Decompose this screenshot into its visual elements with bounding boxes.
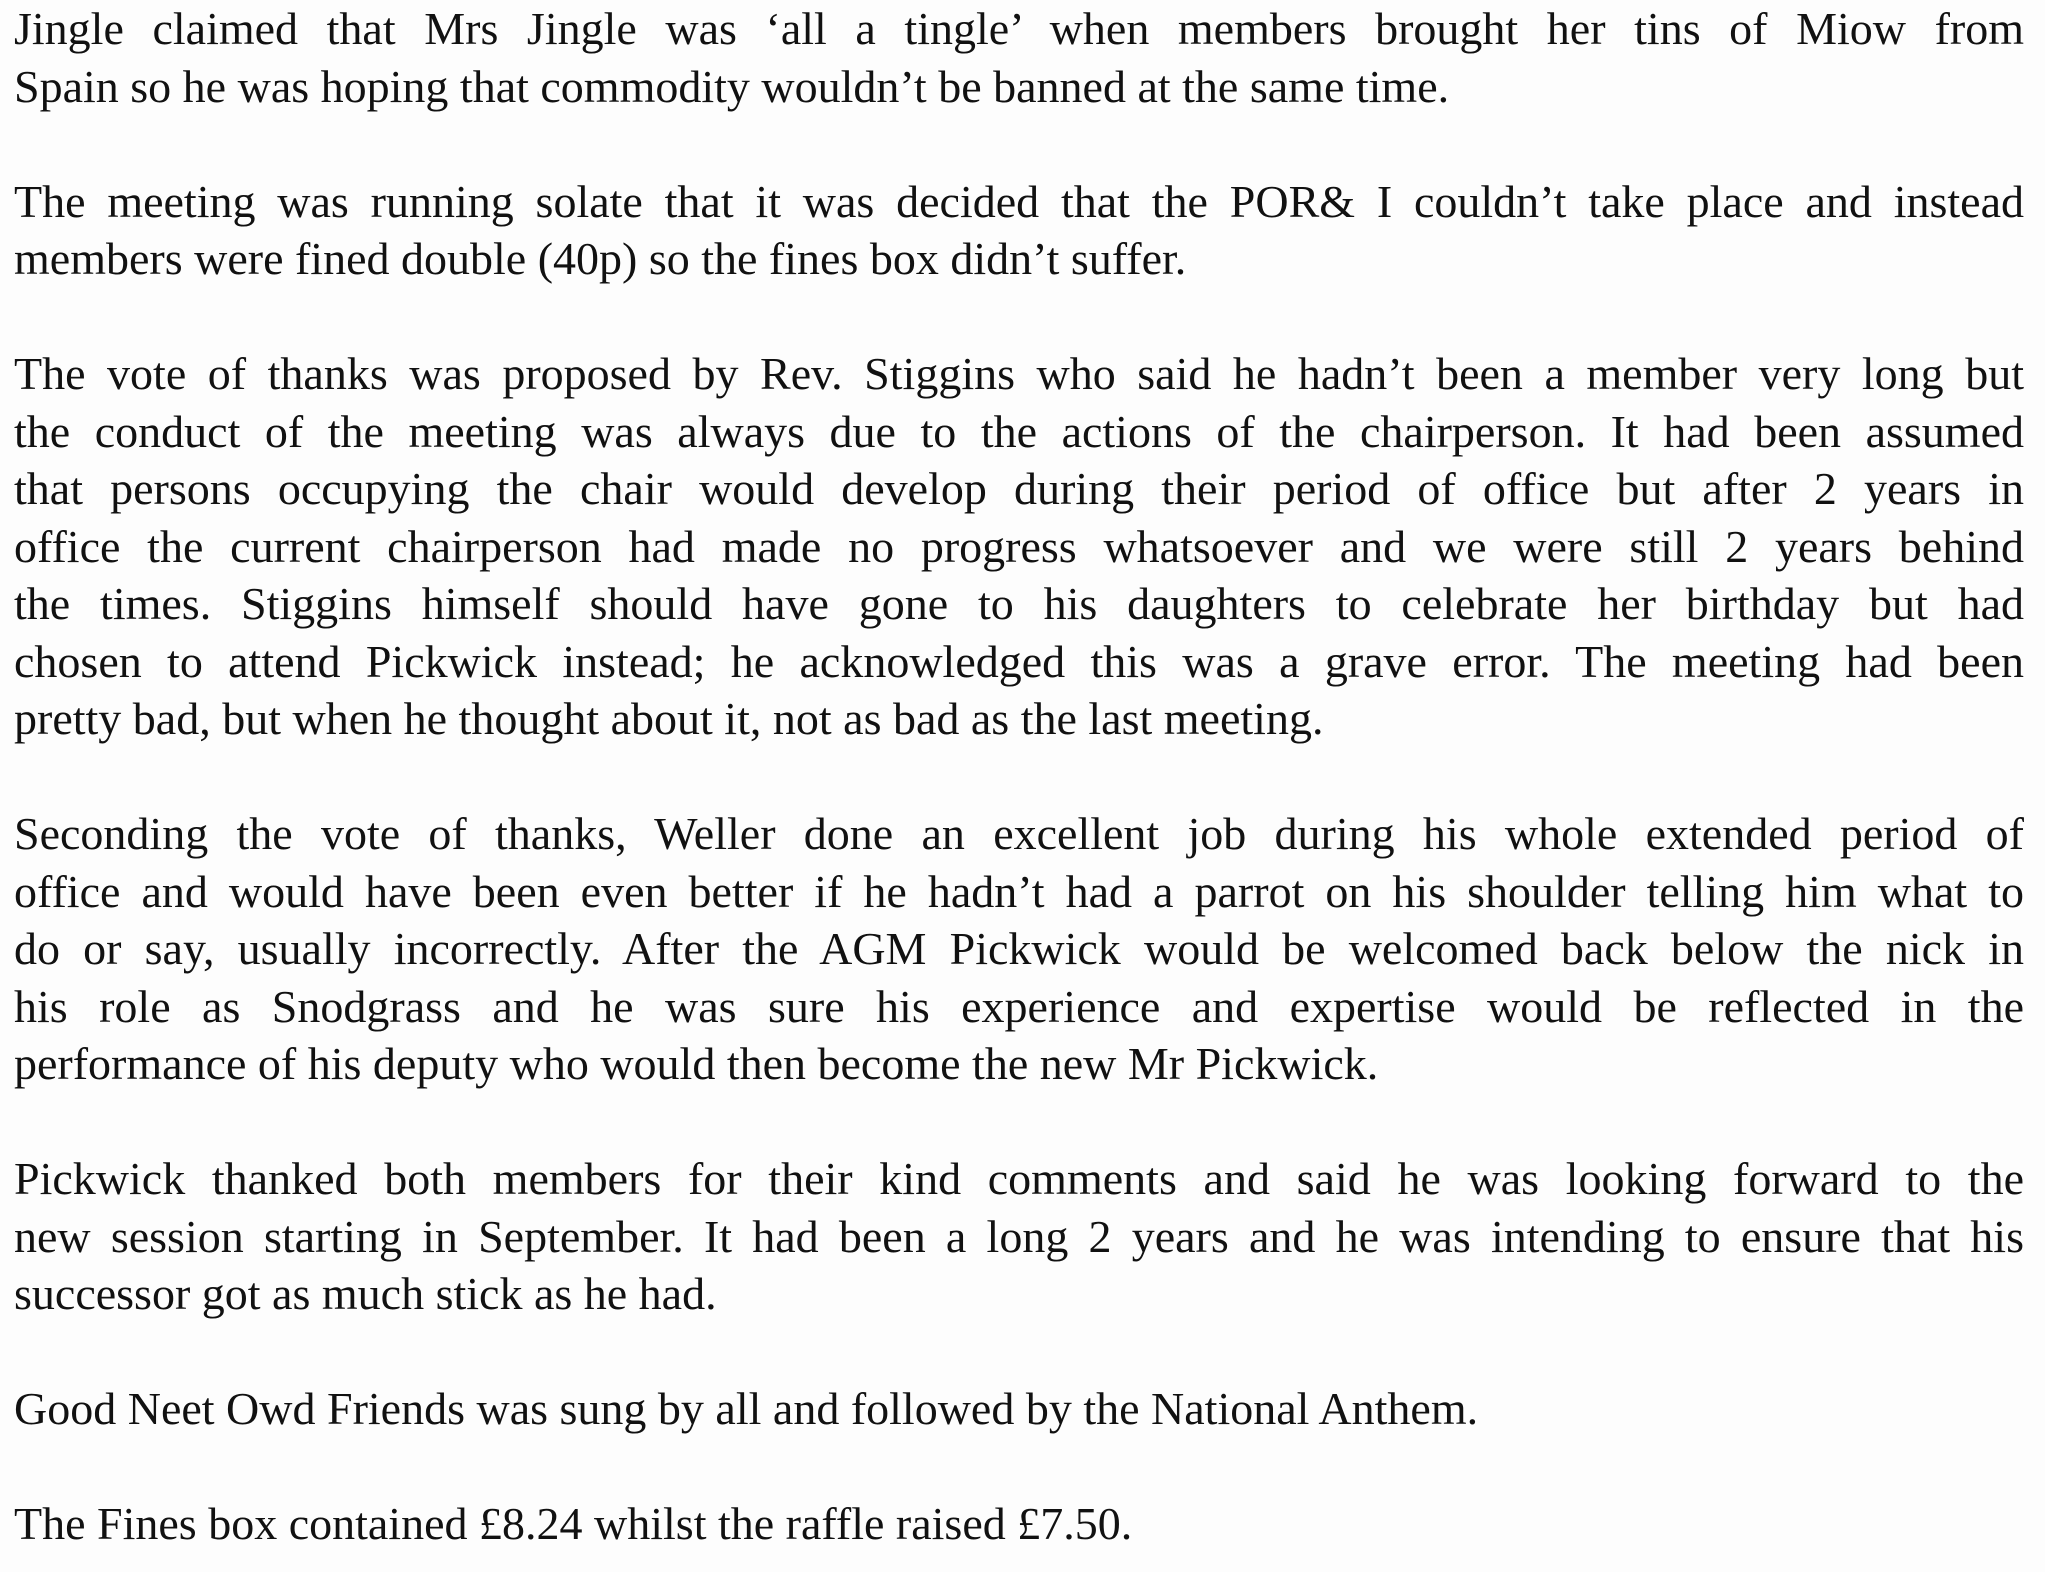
text-line: The Fines box contained £8.24 whilst the raffle raised £7.50. bbox=[14, 1498, 1133, 1549]
text-line: Spain so he was hoping that commodity wouldn’t be banned at the same time. bbox=[14, 60, 1450, 112]
text-line: Jingle claimed that Mrs Jingle was ‘all a tingle’ when members brought her tins of Miow from bbox=[14, 3, 2024, 54]
text-line: Seconding the vote of thanks, Weller done an excellent job during his whole extended period of bbox=[14, 808, 2024, 859]
text-line: Good Neet Owd Friends was sung by all and followed by the National Anthem. bbox=[14, 1383, 1479, 1434]
text-line: office and would have been even better if he hadn’t had a parrot on his shoulder telling him what to bbox=[14, 865, 2024, 917]
paragraph-seconding bbox=[14, 805, 2024, 1093]
text-line: do or say, usually incorrectly. After the AGM Pickwick would be welcomed back below the nick in bbox=[14, 923, 2024, 974]
paragraph-fines-box bbox=[14, 1495, 2024, 1553]
paragraph-gap bbox=[14, 1323, 2024, 1381]
text-line: The vote of thanks was proposed by Rev. Stiggins who said he hadn’t been a member very long but bbox=[14, 348, 2024, 399]
text-line: the times. Stiggins himself should have gone to his daughters to celebrate her birthday but had bbox=[14, 578, 2024, 629]
paragraph-jingle bbox=[14, 0, 2024, 115]
text-line: that persons occupying the chair would develop during their period of office but after 2 years in bbox=[14, 463, 2024, 514]
paragraph-gap bbox=[14, 288, 2024, 346]
text-line: chosen to attend Pickwick instead; he acknowledged this was a grave error. The meeting had been bbox=[14, 635, 2024, 687]
text-line: office the current chairperson had made no progress whatsoever and we were still 2 years behind bbox=[14, 520, 2024, 572]
document-body bbox=[14, 0, 2024, 1553]
paragraph-gap bbox=[14, 748, 2024, 806]
text-line: the conduct of the meeting was always due to the actions of the chairperson. It had been assumed bbox=[14, 405, 2024, 457]
paragraph-gap bbox=[14, 115, 2024, 173]
text-line: performance of his deputy who would then become the new Mr Pickwick. bbox=[14, 1038, 1379, 1089]
paragraph-gap bbox=[14, 1438, 2024, 1496]
text-line: new session starting in September. It had been a long 2 years and he was intending to ensure that his bbox=[14, 1210, 2024, 1262]
text-line: members were fined double (40p) so the fines box didn’t suffer. bbox=[14, 233, 1187, 284]
text-line: pretty bad, but when he thought about it, not as bad as the last meeting. bbox=[14, 693, 1324, 744]
text-line: successor got as much stick as he had. bbox=[14, 1268, 717, 1319]
paragraph-pickwick-thanks bbox=[14, 1150, 2024, 1323]
text-line: The meeting was running solate that it was decided that the POR& I couldn’t take place and instead bbox=[14, 175, 2024, 227]
paragraph-meeting-running-late bbox=[14, 173, 2024, 288]
paragraph-gap bbox=[14, 1093, 2024, 1151]
text-line: his role as Snodgrass and he was sure his experience and expertise would be reflected in the bbox=[14, 980, 2024, 1032]
paragraph-vote-of-thanks bbox=[14, 345, 2024, 748]
text-line: Pickwick thanked both members for their kind comments and said he was looking forward to the bbox=[14, 1153, 2024, 1204]
paragraph-song bbox=[14, 1380, 2024, 1438]
